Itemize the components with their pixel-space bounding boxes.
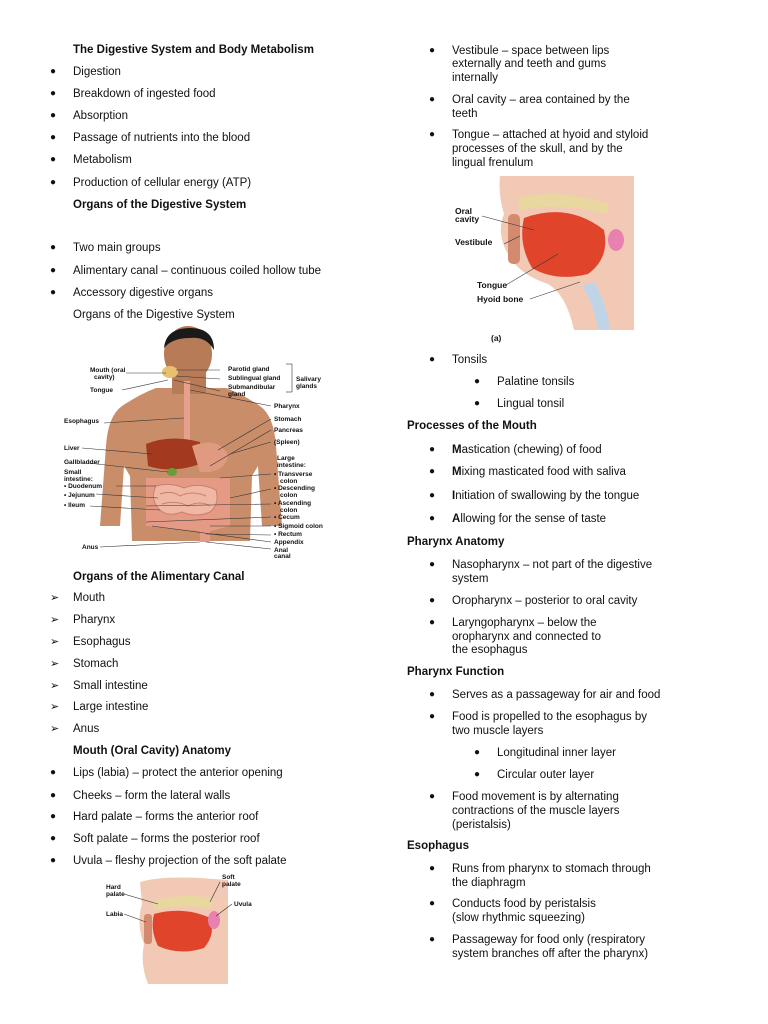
bullet: ●	[474, 376, 481, 387]
mouth-anatomy-small-figure	[100, 874, 260, 986]
section-heading: Processes of the Mouth	[407, 420, 537, 432]
list-item: Mouth	[73, 592, 105, 604]
bullet: ●	[429, 934, 436, 945]
label-pharynx: Pharynx	[274, 403, 300, 410]
bullet: ●	[50, 811, 57, 822]
list-item: Absorption	[73, 110, 128, 122]
label-large: Large	[277, 455, 295, 462]
bullet: ●	[50, 287, 57, 298]
list-item: Stomach	[73, 658, 119, 670]
bullet: ●	[50, 110, 57, 121]
bullet: ●	[429, 129, 436, 140]
uvula-shape	[208, 911, 220, 929]
item-text: ixing masticated food with saliva	[461, 466, 626, 478]
list-item: Passageway for food only (respiratory	[452, 934, 646, 946]
bullet: ●	[429, 559, 436, 570]
label-ascending: • Ascending	[274, 500, 312, 507]
label-appendix: Appendix	[274, 539, 304, 546]
label-hard: Hard	[106, 884, 121, 891]
arrow-bullet: ➢	[50, 614, 60, 626]
label-hyoid: Hyoid bone	[477, 294, 524, 304]
list-item-cont: processes of the skull, and by the	[452, 143, 623, 155]
list-item: Conducts food by peristalsis	[452, 898, 596, 910]
bullet: ●	[429, 444, 436, 455]
small-intestine-shape	[153, 484, 217, 515]
list-item: Breakdown of ingested food	[73, 88, 216, 100]
mouth-anatomy-large-figure	[448, 174, 644, 346]
gallbladder-shape	[167, 468, 177, 476]
list-item: Food movement is by alternating	[452, 791, 619, 803]
label-uvula: Uvula	[234, 901, 252, 908]
arrow-bullet: ➢	[50, 680, 60, 692]
label-large-2: intestine:	[277, 462, 306, 469]
list-item-cont: the esophagus	[452, 644, 528, 656]
list-item: Tongue – attached at hyoid and styloid	[452, 129, 649, 141]
section-heading: Organs of the Digestive System	[73, 199, 247, 211]
list-item: Alimentary canal – continuous coiled hollow tube	[73, 265, 322, 277]
salivary-gland-shape	[162, 366, 178, 378]
initial-letter: I	[452, 490, 456, 502]
list-item: Two main groups	[73, 242, 161, 254]
label-submandibular: Submandibular	[228, 384, 276, 391]
label-esophagus: Esophagus	[64, 418, 100, 425]
sub-list-item: Lingual tonsil	[497, 398, 565, 410]
label-liver: Liver	[64, 445, 80, 452]
label-duodenum: • Duodenum	[64, 483, 103, 490]
bullet: ●	[50, 154, 57, 165]
list-item	[452, 443, 602, 457]
bullet: ●	[429, 898, 436, 909]
label-transverse-2: colon	[280, 478, 298, 485]
bullet: ●	[50, 265, 57, 276]
tonsil-shape	[608, 229, 624, 251]
arrow-bullet: ➢	[50, 636, 60, 648]
bullet: ●	[474, 398, 481, 409]
bullet: ●	[429, 354, 436, 365]
figure-part-label: (a)	[491, 333, 502, 343]
list-item-cont: system branches off after the pharynx)	[452, 948, 649, 960]
bullet: ●	[429, 595, 436, 606]
list-item: Serves as a passageway for air and food	[452, 689, 661, 701]
bullet: ●	[429, 490, 436, 501]
list-item: Laryngopharynx – below the	[452, 617, 597, 629]
list-item-cont: (peristalsis)	[452, 819, 511, 831]
bullet: ●	[474, 769, 481, 780]
label-ileum: • Ileum	[64, 502, 86, 509]
lip-shape	[144, 914, 152, 944]
label-transverse: • Transverse	[274, 471, 313, 478]
doc-title: The Digestive System and Body Metabolism	[73, 44, 314, 56]
bullet: ●	[50, 177, 57, 188]
section-heading: Pharynx Anatomy	[407, 536, 505, 548]
label-intestine: intestine:	[64, 476, 93, 483]
item-text: nitiation of swallowing by the tongue	[455, 490, 640, 502]
bullet: ●	[429, 711, 436, 722]
list-item-cont: (slow rhythmic squeezing)	[452, 912, 585, 924]
arrow-bullet: ➢	[50, 658, 60, 670]
label-pancreas: Pancreas	[274, 427, 303, 434]
list-item: Passage of nutrients into the blood	[73, 132, 251, 144]
label-small: Small	[64, 469, 82, 476]
section-heading: Esophagus	[407, 840, 469, 852]
list-item: Lips (labia) – protect the anterior opening	[73, 767, 283, 779]
bullet: ●	[429, 617, 436, 628]
figure-caption: Organs of the Digestive System	[73, 309, 235, 321]
tongue-shape	[153, 911, 212, 952]
label-tongue: Tongue	[477, 280, 508, 290]
label-descending-2: colon	[280, 492, 298, 499]
label-anus: Anus	[82, 544, 99, 551]
list-item: Hard palate – forms the anterior roof	[73, 811, 259, 823]
bullet: ●	[50, 790, 57, 801]
list-item-cont: lingual frenulum	[452, 157, 534, 169]
bullet: ●	[429, 94, 436, 105]
arrow-bullet: ➢	[50, 592, 60, 604]
digestive-system-figure	[60, 326, 335, 558]
bullet: ●	[50, 242, 57, 253]
label-soft: Soft	[222, 874, 235, 881]
label-descending: • Descending	[274, 485, 315, 492]
list-item-cont: internally	[452, 72, 499, 84]
label-gallbladder: Gallbladder	[64, 459, 100, 466]
label-salivary: Salivary	[296, 376, 321, 383]
list-item: Oropharynx – posterior to oral cavity	[452, 595, 638, 607]
initial-letter: M	[452, 466, 462, 478]
list-item: Digestion	[73, 66, 121, 78]
label-mouth-2: cavity)	[94, 374, 115, 381]
label-submandibular-2: gland	[228, 391, 246, 398]
list-item-cont: two muscle layers	[452, 725, 544, 737]
section-heading: Organs of the Alimentary Canal	[73, 571, 245, 583]
label-cecum: • Cecum	[274, 514, 300, 521]
list-item: Production of cellular energy (ATP)	[73, 177, 252, 189]
list-item-cont: system	[452, 573, 489, 585]
bullet: ●	[50, 132, 57, 143]
list-item: Pharynx	[73, 614, 116, 626]
bullet: ●	[50, 855, 57, 866]
list-item-cont: externally and teeth and gums	[452, 58, 607, 70]
sub-list-item: Circular outer layer	[497, 769, 595, 781]
label-anal: Anal	[274, 547, 289, 554]
item-text: llowing for the sense of taste	[460, 513, 607, 525]
list-item: Large intestine	[73, 701, 149, 713]
list-item: Tonsils	[452, 354, 488, 366]
list-item-cont: oropharynx and connected to	[452, 631, 601, 643]
arrow-bullet: ➢	[50, 723, 60, 735]
bullet: ●	[429, 791, 436, 802]
list-item: Esophagus	[73, 636, 131, 648]
label-soft-2: palate	[222, 881, 241, 888]
bullet: ●	[474, 747, 481, 758]
label-salivary-2: glands	[296, 383, 317, 390]
label-hard-2: palate	[106, 891, 125, 898]
list-item: Runs from pharynx to stomach through	[452, 863, 651, 875]
list-item: Metabolism	[73, 154, 132, 166]
bullet: ●	[429, 689, 436, 700]
list-item: Soft palate – forms the posterior roof	[73, 833, 260, 845]
label-mouth: Mouth (oral	[90, 367, 126, 374]
arrow-bullet: ➢	[50, 701, 60, 713]
liver-shape	[146, 438, 200, 469]
label-sublingual: Sublingual gland	[228, 375, 281, 382]
sub-list-item: Palatine tonsils	[497, 376, 575, 388]
label-rectum: • Rectum	[274, 531, 302, 538]
list-item-cont: the diaphragm	[452, 877, 526, 889]
bullet: ●	[50, 833, 57, 844]
section-heading: Mouth (Oral Cavity) Anatomy	[73, 745, 232, 757]
list-item: Vestibule – space between lips	[452, 45, 610, 57]
list-item: Food is propelled to the esophagus by	[452, 711, 647, 723]
list-item: Small intestine	[73, 680, 148, 692]
list-item: Oral cavity – area contained by the	[452, 94, 630, 106]
bullet: ●	[429, 466, 436, 477]
bullet: ●	[429, 45, 436, 56]
list-item: Accessory digestive organs	[73, 287, 213, 299]
label-anal-2: canal	[274, 553, 291, 558]
list-item	[452, 489, 639, 503]
label-ascending-2: colon	[280, 507, 298, 514]
initial-letter: A	[452, 513, 461, 525]
item-text: astication (chewing) of food	[461, 444, 602, 456]
list-item: Cheeks – form the lateral walls	[73, 790, 231, 802]
list-item: Nasopharynx – not part of the digestive	[452, 559, 653, 571]
bullet: ●	[429, 863, 436, 874]
label-oral: Oral	[455, 206, 473, 216]
label-jejunum: • Jejunum	[64, 492, 95, 499]
list-item	[452, 512, 606, 526]
bullet: ●	[429, 513, 436, 524]
bullet: ●	[50, 767, 57, 778]
label-stomach: Stomach	[274, 416, 302, 423]
list-item: Anus	[73, 723, 100, 735]
list-item-cont: contractions of the muscle layers	[452, 805, 620, 817]
bullet: ●	[50, 88, 57, 99]
label-spleen: (Spleen)	[274, 439, 300, 446]
label-tongue: Tongue	[90, 387, 113, 394]
section-heading: Pharynx Function	[407, 666, 505, 678]
label-oral-2: cavity	[455, 214, 480, 224]
list-item	[452, 465, 626, 479]
label-parotid: Parotid gland	[228, 366, 270, 373]
list-item-cont: teeth	[452, 108, 478, 120]
initial-letter: M	[452, 444, 462, 456]
label-labia: Labia	[106, 911, 123, 918]
sub-list-item: Longitudinal inner layer	[497, 747, 616, 759]
label-sigmoid: • Sigmoid colon	[274, 523, 323, 530]
label-vestibule: Vestibule	[455, 237, 493, 247]
list-item: Uvula – fleshy projection of the soft palate	[73, 855, 287, 867]
bullet: ●	[50, 66, 57, 77]
